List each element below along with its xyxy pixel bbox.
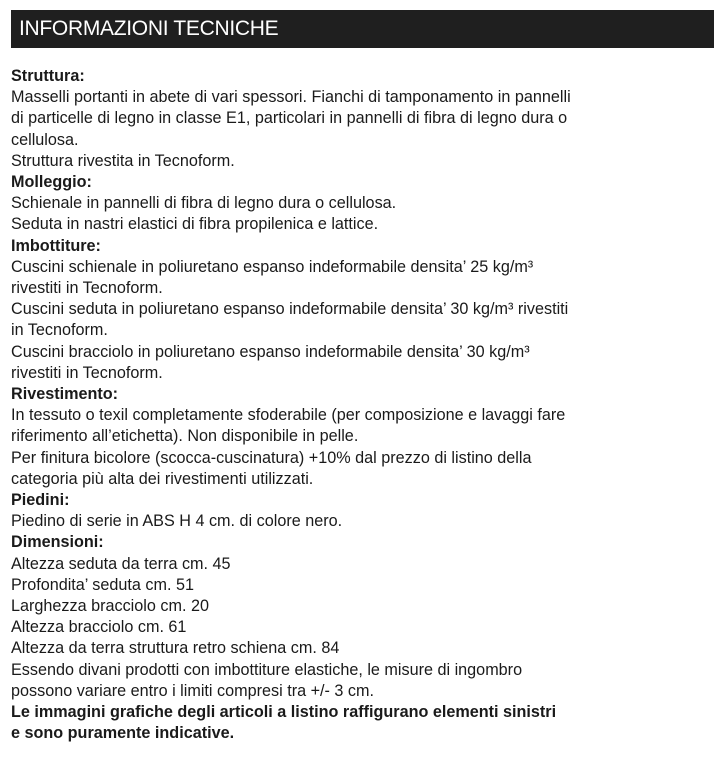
text-line: Piedino di serie in ABS H 4 cm. di colore nero. [11, 512, 343, 531]
note-line: Le immagini grafiche degli articoli a listino raffigurano elementi sinistri [11, 703, 557, 722]
section-piedini [11, 490, 714, 532]
text-line: possono variare entro i limiti compresi tra +/- 3 cm. [11, 681, 374, 700]
section-heading: Dimensioni: [11, 533, 104, 552]
note-line: e sono puramente indicative. [11, 724, 235, 743]
page-title: INFORMAZIONI TECNICHE [19, 17, 279, 40]
text-line: Profondita’ seduta cm. 51 [11, 575, 194, 594]
text-line: Altezza bracciolo cm. 61 [11, 618, 187, 637]
section-rivestimento [11, 384, 714, 490]
text-line: Struttura rivestita in Tecnoform. [11, 151, 235, 170]
text-line: rivestiti in Tecnoform. [11, 279, 163, 298]
text-line: cellulosa. [11, 130, 79, 149]
footer-note [11, 702, 714, 744]
text-line: Masselli portanti in abete di vari spessori. Fianchi di tamponamento in pannelli [11, 88, 571, 107]
section-heading: Struttura: [11, 67, 85, 85]
text-line: riferimento all’etichetta). Non disponibile in pelle. [11, 427, 359, 446]
section-heading: Piedini: [11, 491, 70, 510]
technical-info-content [11, 66, 714, 745]
text-line: Seduta in nastri elastici di fibra propilenica e lattice. [11, 215, 379, 234]
text-line: Altezza da terra struttura retro schiena cm. 84 [11, 639, 340, 658]
text-line: In tessuto o texil completamente sfoderabile (per composizione e lavaggi fare [11, 406, 566, 425]
text-line: rivestiti in Tecnoform. [11, 363, 163, 382]
section-molleggio [11, 172, 714, 236]
text-line: categoria più alta dei rivestimenti utilizzati. [11, 469, 314, 488]
section-heading: Molleggio: [11, 173, 92, 192]
section-struttura [11, 66, 714, 172]
header-bar [11, 10, 714, 48]
text-line: Altezza seduta da terra cm. 45 [11, 554, 231, 573]
text-line: Schienale in pannelli di fibra di legno dura o cellulosa. [11, 194, 397, 213]
text-line: Cuscini schienale in poliuretano espanso indeformabile densita’ 25 kg/m³ [11, 257, 534, 276]
text-line: Cuscini seduta in poliuretano espanso indeformabile densita’ 30 kg/m³ rivestiti [11, 300, 569, 319]
text-line: Essendo divani prodotti con imbottiture elastiche, le misure di ingombro [11, 660, 523, 679]
section-heading: Rivestimento: [11, 385, 119, 404]
text-line: di particelle di legno in classe E1, particolari in pannelli di fibra di legno dura o [11, 109, 568, 128]
text-line: Per finitura bicolore (scocca-cuscinatura) +10% dal prezzo di listino della [11, 448, 532, 467]
text-line: Larghezza bracciolo cm. 20 [11, 597, 209, 616]
section-heading: Imbottiture: [11, 236, 101, 255]
text-line: in Tecnoform. [11, 321, 108, 340]
section-dimensioni [11, 532, 714, 702]
text-line: Cuscini bracciolo in poliuretano espanso indeformabile densita’ 30 kg/m³ [11, 342, 530, 361]
section-imbottiture [11, 236, 714, 384]
